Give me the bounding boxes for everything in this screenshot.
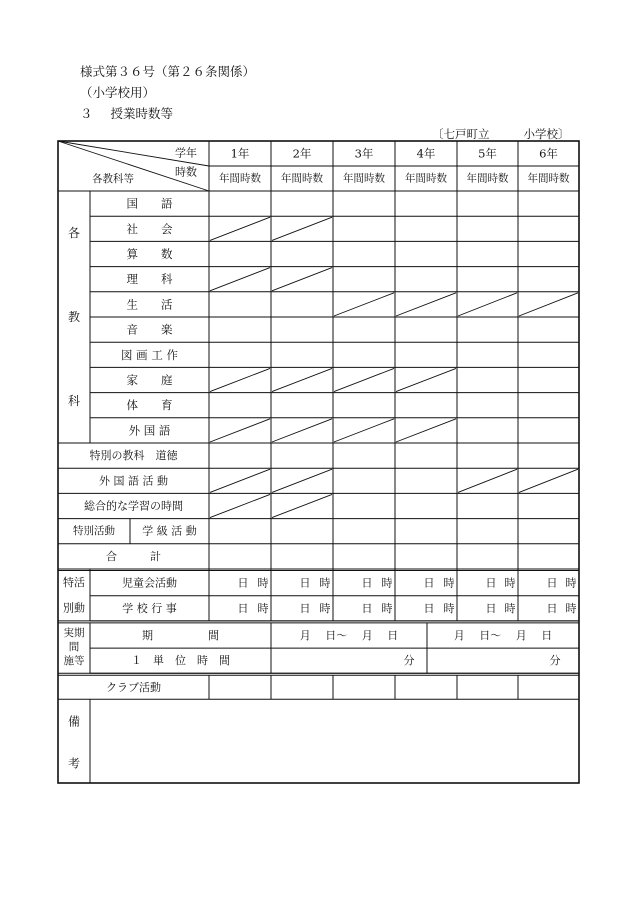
not-applicable-slash bbox=[272, 469, 332, 492]
hours-cell[interactable] bbox=[272, 343, 332, 366]
tokubetsu-row-label: 学 校 行 事 bbox=[122, 601, 177, 615]
section-number: ３ bbox=[80, 106, 93, 121]
not-applicable-slash bbox=[334, 293, 394, 316]
hours-cell[interactable] bbox=[272, 318, 332, 341]
day-unit: 日 bbox=[299, 576, 311, 590]
tokubetsu-group-char: 特活 bbox=[63, 576, 85, 590]
corner-subjects-label: 各教科等 bbox=[92, 173, 134, 185]
hours-cell[interactable] bbox=[210, 394, 270, 417]
other-row-label: 特別の教科 道徳 bbox=[89, 449, 178, 463]
subject-label: 生 活 bbox=[126, 297, 173, 312]
hours-cell[interactable] bbox=[396, 318, 456, 341]
other-row-label: 外 国 語 活 動 bbox=[99, 474, 168, 488]
club-hours-cell[interactable] bbox=[458, 676, 517, 698]
hours-cell[interactable] bbox=[334, 520, 394, 543]
hours-cell[interactable] bbox=[519, 192, 578, 215]
hours-cell[interactable] bbox=[458, 444, 517, 467]
hours-cell[interactable] bbox=[396, 343, 456, 366]
hours-cell[interactable] bbox=[519, 368, 578, 391]
grade-header-1: 1年 bbox=[230, 146, 250, 161]
subject-label: 理 科 bbox=[126, 272, 173, 287]
hours-cell[interactable] bbox=[458, 217, 517, 240]
not-applicable-slash bbox=[396, 293, 456, 316]
club-hours-cell[interactable] bbox=[272, 676, 332, 698]
hours-cell[interactable] bbox=[334, 343, 394, 366]
annual-hours-header-3: 年間時数 bbox=[343, 172, 385, 185]
hours-cell[interactable] bbox=[210, 444, 270, 467]
grade-header-2: 2年 bbox=[292, 146, 312, 161]
hours-cell[interactable] bbox=[458, 494, 517, 517]
not-applicable-slash bbox=[272, 494, 332, 517]
hours-cell[interactable] bbox=[396, 520, 456, 543]
corner-hours-label: 時数 bbox=[175, 165, 197, 179]
hours-cell[interactable] bbox=[519, 444, 578, 467]
not-applicable-slash bbox=[210, 494, 270, 517]
form-title: 様式第３６号（第２６条関係） bbox=[80, 64, 256, 79]
time-unit: 時 bbox=[504, 576, 516, 590]
not-applicable-slash bbox=[272, 217, 332, 240]
club-hours-cell[interactable] bbox=[396, 676, 456, 698]
hours-cell[interactable] bbox=[396, 444, 456, 467]
annual-hours-header-5: 年間時数 bbox=[466, 172, 509, 185]
day-unit: 日 bbox=[423, 601, 435, 615]
not-applicable-slash bbox=[396, 368, 456, 391]
hours-cell[interactable] bbox=[519, 268, 578, 291]
day-unit: 日 bbox=[361, 601, 373, 615]
kakukyouka-char: 科 bbox=[67, 394, 81, 408]
not-applicable-slash bbox=[334, 419, 394, 442]
hours-cell[interactable] bbox=[210, 343, 270, 366]
not-applicable-slash bbox=[210, 217, 270, 240]
club-label: クラブ活動 bbox=[106, 680, 161, 694]
subject-label: 社 会 bbox=[126, 221, 173, 236]
hours-cell[interactable] bbox=[396, 494, 456, 517]
day-unit: 日 bbox=[237, 576, 249, 590]
other-row-label: 学 級 活 動 bbox=[142, 524, 197, 538]
not-applicable-slash bbox=[396, 419, 456, 442]
annual-hours-header-4: 年間時数 bbox=[405, 172, 447, 185]
jisshi-group-char: 施等 bbox=[63, 654, 85, 667]
remarks-char: 考 bbox=[67, 756, 81, 771]
hours-cell[interactable] bbox=[210, 545, 270, 568]
hours-cell[interactable] bbox=[272, 520, 332, 543]
club-hours-cell[interactable] bbox=[519, 676, 578, 698]
hours-cell[interactable] bbox=[396, 242, 456, 265]
hours-cell[interactable] bbox=[272, 293, 332, 316]
hours-cell[interactable] bbox=[210, 520, 270, 543]
day-unit: 日 bbox=[237, 601, 249, 615]
time-unit: 時 bbox=[319, 576, 331, 590]
corner-grade-label: 学年 bbox=[175, 146, 197, 160]
hours-cell[interactable] bbox=[272, 444, 332, 467]
time-unit: 時 bbox=[257, 601, 269, 615]
hours-cell[interactable] bbox=[334, 217, 394, 240]
school-bracket-open: 〔七戸町立 bbox=[432, 127, 490, 141]
hours-cell[interactable] bbox=[458, 268, 517, 291]
hours-cell[interactable] bbox=[458, 419, 517, 442]
day-unit: 日 bbox=[485, 576, 497, 590]
not-applicable-slash bbox=[272, 368, 332, 391]
hours-cell[interactable] bbox=[210, 318, 270, 341]
time-unit: 時 bbox=[443, 576, 455, 590]
time-unit: 時 bbox=[565, 576, 577, 590]
section-title: 授業時数等 bbox=[110, 106, 174, 121]
time-unit: 時 bbox=[565, 601, 577, 615]
not-applicable-slash bbox=[519, 293, 578, 316]
hours-cell[interactable] bbox=[519, 419, 578, 442]
kakukyouka-char: 各 bbox=[67, 226, 81, 240]
hours-cell[interactable] bbox=[396, 268, 456, 291]
hours-cell[interactable] bbox=[334, 394, 394, 417]
hours-cell[interactable] bbox=[519, 520, 578, 543]
jisshi-group-char: 間 bbox=[68, 640, 80, 653]
school-type: （小学校用） bbox=[80, 85, 156, 100]
time-unit: 時 bbox=[504, 601, 516, 615]
hours-cell[interactable] bbox=[519, 217, 578, 240]
subject-label: 音 楽 bbox=[126, 322, 173, 337]
grade-header-4: 4年 bbox=[416, 146, 436, 161]
hours-cell[interactable] bbox=[334, 318, 394, 341]
time-unit: 時 bbox=[443, 601, 455, 615]
subject-label: 算 数 bbox=[126, 247, 173, 261]
hours-cell[interactable] bbox=[519, 494, 578, 517]
subject-label: 図 画 工 作 bbox=[121, 347, 178, 362]
hours-cell[interactable] bbox=[519, 318, 578, 341]
not-applicable-slash bbox=[210, 368, 270, 391]
hours-cell[interactable] bbox=[210, 242, 270, 265]
hours-cell[interactable] bbox=[272, 242, 332, 265]
remarks-input[interactable] bbox=[91, 700, 578, 782]
not-applicable-slash bbox=[334, 368, 394, 391]
school-bracket-close: 小学校〕 bbox=[523, 127, 570, 141]
hours-cell[interactable] bbox=[458, 343, 517, 366]
subject-label: 国 語 bbox=[126, 196, 173, 211]
period-value-2: 月 日～ 月 日 bbox=[453, 629, 553, 642]
period-value-1: 月 日～ 月 日 bbox=[299, 629, 399, 642]
hours-cell[interactable] bbox=[396, 192, 456, 215]
hours-cell[interactable] bbox=[334, 444, 394, 467]
day-unit: 日 bbox=[485, 601, 497, 615]
day-unit: 日 bbox=[423, 576, 435, 590]
hours-cell[interactable] bbox=[519, 394, 578, 417]
hours-cell[interactable] bbox=[272, 394, 332, 417]
subject-label: 外 国 語 bbox=[128, 423, 171, 438]
remarks-char: 備 bbox=[67, 714, 81, 729]
hours-cell[interactable] bbox=[334, 545, 394, 568]
annual-hours-header-2: 年間時数 bbox=[281, 172, 323, 185]
hours-cell[interactable] bbox=[458, 520, 517, 543]
day-unit: 日 bbox=[546, 576, 558, 590]
hours-cell[interactable] bbox=[272, 192, 332, 215]
jisshi-group-char: 実期 bbox=[63, 626, 85, 639]
hours-cell[interactable] bbox=[210, 293, 270, 316]
not-applicable-slash bbox=[272, 419, 332, 442]
not-applicable-slash bbox=[458, 469, 517, 492]
hours-cell[interactable] bbox=[396, 217, 456, 240]
minutes-unit-1: 分 bbox=[403, 654, 415, 668]
hours-cell[interactable] bbox=[334, 268, 394, 291]
period-label: 期 間 bbox=[142, 629, 219, 642]
hours-cell[interactable] bbox=[334, 494, 394, 517]
subject-label: 家 庭 bbox=[126, 373, 173, 387]
kakukyouka-char: 教 bbox=[67, 310, 81, 324]
hours-cell[interactable] bbox=[458, 545, 517, 568]
not-applicable-slash bbox=[210, 268, 270, 291]
not-applicable-slash bbox=[458, 293, 517, 316]
hours-cell[interactable] bbox=[210, 192, 270, 215]
hours-cell[interactable] bbox=[458, 318, 517, 341]
day-unit: 日 bbox=[299, 601, 311, 615]
not-applicable-slash bbox=[210, 469, 270, 492]
hours-cell[interactable] bbox=[396, 469, 456, 492]
hours-cell[interactable] bbox=[396, 394, 456, 417]
time-unit: 時 bbox=[319, 601, 331, 615]
grade-header-6: 6年 bbox=[539, 146, 558, 161]
minutes-unit-2: 分 bbox=[549, 654, 561, 668]
tokubetsu-group-char: 別動 bbox=[63, 601, 85, 615]
other-row-label: 総合的な学習の時間 bbox=[84, 499, 183, 513]
hours-cell[interactable] bbox=[519, 242, 578, 265]
club-hours-cell[interactable] bbox=[210, 676, 270, 698]
day-unit: 日 bbox=[361, 576, 373, 590]
time-unit: 時 bbox=[381, 576, 393, 590]
tokubetsu-row-label: 児童会活動 bbox=[122, 576, 177, 590]
not-applicable-slash bbox=[210, 419, 270, 442]
hours-cell[interactable] bbox=[458, 368, 517, 391]
other-row-label: 合 計 bbox=[106, 549, 161, 563]
hours-cell[interactable] bbox=[458, 242, 517, 265]
subject-label: 体 育 bbox=[126, 398, 173, 413]
hours-cell[interactable] bbox=[458, 394, 517, 417]
grade-header-5: 5年 bbox=[478, 146, 497, 161]
day-unit: 日 bbox=[546, 601, 558, 615]
annual-hours-header-1: 年間時数 bbox=[219, 172, 261, 185]
time-unit: 時 bbox=[381, 601, 393, 615]
hours-cell[interactable] bbox=[272, 545, 332, 568]
not-applicable-slash bbox=[272, 268, 332, 291]
grade-header-3: 3年 bbox=[354, 146, 374, 161]
unit-time-label: １ 単 位 時 間 bbox=[131, 654, 230, 668]
club-hours-cell[interactable] bbox=[334, 676, 394, 698]
tokubetsu-katsudou-label: 特別活動 bbox=[73, 525, 115, 538]
hours-cell[interactable] bbox=[396, 545, 456, 568]
hours-cell[interactable] bbox=[334, 242, 394, 265]
time-unit: 時 bbox=[257, 576, 269, 590]
hours-cell[interactable] bbox=[334, 192, 394, 215]
hours-cell[interactable] bbox=[334, 469, 394, 492]
hours-cell[interactable] bbox=[519, 545, 578, 568]
annual-hours-header-6: 年間時数 bbox=[527, 172, 570, 185]
hours-cell[interactable] bbox=[458, 192, 517, 215]
not-applicable-slash bbox=[519, 469, 578, 492]
hours-cell[interactable] bbox=[519, 343, 578, 366]
